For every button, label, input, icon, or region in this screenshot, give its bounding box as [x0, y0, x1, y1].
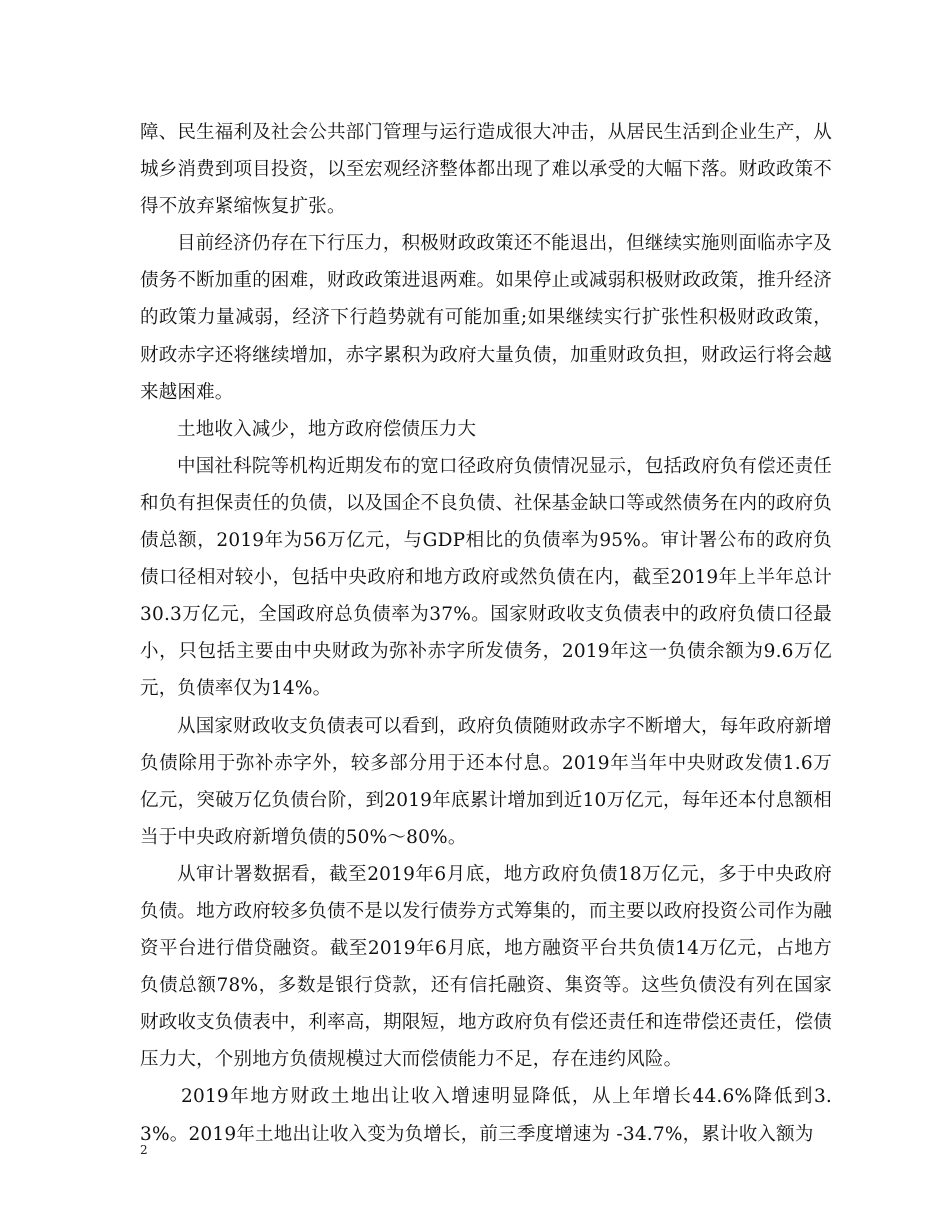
paragraph-local-debt: 从审计署数据看，截至2019年6月底，地方政府负债18万亿元，多于中央政府负债。地方政府较多负债不是以发行债券方式筹集的，而主要以政府投资公司作为融资平台进行借贷融资。截至2019年6月底，地方融资平台共负债14万亿元，占地方负债总额78%，多数是银行贷款，还有信托融资、集资等。这些负债没有列在国家财政收支负债表中，利率高，期限短，地方政府负有偿还责任和连带偿还责任，偿债压力大，个别地方负债规模过大而偿债能力不足，存在违约风险。: [140, 863, 832, 1071]
paragraph-continuation: 障、民生福利及社会公共部门管理与运行造成很大冲击，从居民生活到企业生产，从城乡消费到项目投资，以至宏观经济整体都出现了难以承受的大幅下落。财政政策不得不放弃紧缩恢复扩张。: [140, 122, 832, 218]
section-heading: 土地收入减少，地方政府偿债压力大: [177, 418, 477, 440]
paragraph-balance-sheet: 从国家财政收支负债表可以看到，政府负债随财政赤字不断增大，每年政府新增负债除用于弥补赤字外，较多部分用于还本付息。2019年当年中央财政发债1.6万亿元，突破万亿负债台阶，到2019年底累计增加到近10万亿元，每年还本付息额相当于中央政府新增负债的50%～80%。: [140, 715, 832, 848]
paragraph-government-debt: 中国社科院等机构近期发布的宽口径政府负债情况显示，包括政府负有偿还责任和负有担保责任的负债，以及国企不良负债、社保基金缺口等或然债务在内的政府负债总额，2019年为56万亿元，与GDP相比的负债率为95%。审计署公布的政府负债口径相对较小，包括中央政府和地方政府或然负债在内，截至2019年上半年总计30.3万亿元，全国政府总负债率为37%。国家财政收支负债表中的政府负债口径最小，只包括主要由中央财政为弥补赤字所发债务，2019年这一负债余额为9.6万亿元，负债率仅为14%。: [140, 455, 832, 700]
document-body: [140, 114, 832, 1153]
paragraph-land-revenue: 2019年地方财政土地出让收入增速明显降低，从上年增长44.6%降低到3.3%。2019年土地出让收入变为负增长，前三季度增速为 -34.7%，累计收入额为: [140, 1086, 832, 1145]
page-number: 2: [140, 1143, 148, 1157]
paragraph-fiscal-dilemma: 目前经济仍存在下行压力，积极财政政策还不能退出，但继续实施则面临赤字及债务不断加重的困难，财政政策进退两难。如果停止或减弱积极财政政策，推升经济的政策力量减弱，经济下行趋势就有可能加重;如果继续实行扩张性积极财政政策，财政赤字还将继续增加，赤字累积为政府大量负债，加重财政负担，财政运行将会越来越困难。: [140, 233, 832, 403]
